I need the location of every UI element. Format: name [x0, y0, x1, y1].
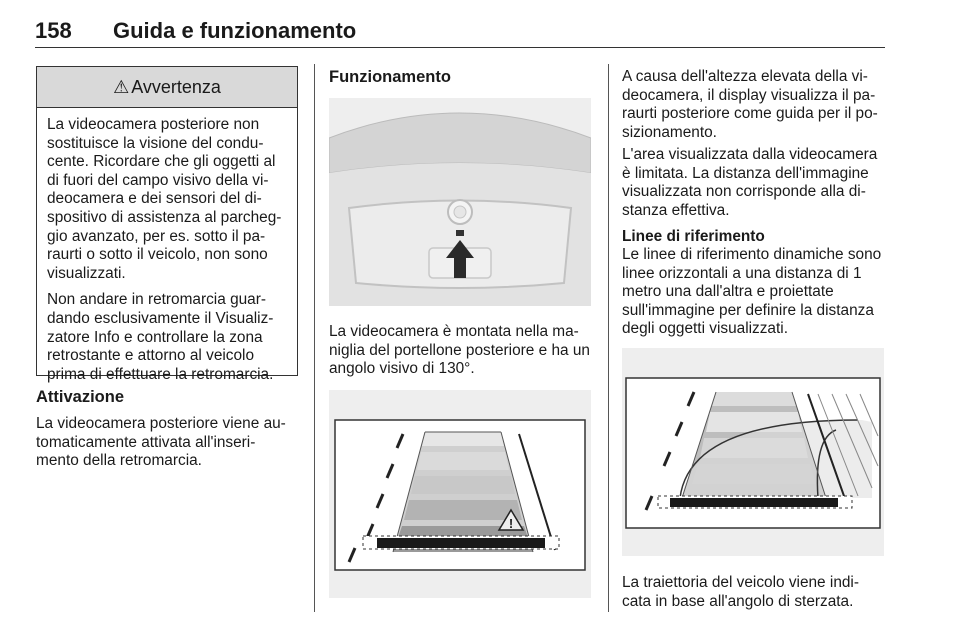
col3-paragraph-2: L'area visualizzata dalla videocamera è limitata. La distanza dell'immagine visualizzata non corrisponde alla di-stanza effettiva. — [622, 146, 878, 219]
warning-paragraph: La videocamera posteriore non sostituisce la visione del condu-cente. Ricordare che gli oggetti al di fuori del campo visivo della vi-deocamera e dei sensori del di-spositivo di assistenza al parcheg-gio avanzato, per es. sotto il pa-raurti o sotto il veicolo, non sono visualizzati. — [47, 116, 282, 282]
warning-header — [37, 67, 297, 108]
page-header — [35, 6, 885, 46]
reference-lines-figure — [622, 348, 884, 556]
column-divider — [608, 64, 609, 612]
section-title-funzionamento: Funzionamento — [329, 68, 451, 86]
svg-text:!: ! — [508, 516, 514, 531]
camera-display-figure — [329, 390, 591, 598]
page-number: 158 — [35, 18, 72, 43]
warning-body — [37, 108, 297, 384]
warning-title: Avvertenza — [131, 76, 221, 97]
linee-riferimento-text: Le linee di riferimento dinamiche sono linee orizzontali a una distanza di 1 metro una dall'altra e proiettate sull'immagine per definire la distanza degli oggetti visualizzati. — [622, 246, 882, 338]
col3-paragraph-1: A causa dell'altezza elevata della vi-deocamera, il display visualizza il pa-raurti posteriore come guida per il po-sizionamento. — [622, 68, 878, 141]
warning-paragraph: Non andare in retromarcia guar-dando esclusivamente il Visualiz-zatore Info e controllare la zona retrostante e attorno al veicolo prima di effettuare la retromarcia. — [47, 291, 274, 383]
column-divider — [314, 64, 315, 612]
camera-location-figure — [329, 98, 591, 306]
header-rule — [35, 47, 885, 48]
attivazione-text: La videocamera posteriore viene au-tomaticamente attivata all'inseri-mento della retromarcia. — [36, 415, 286, 470]
col3-paragraph-4: La traiettoria del veicolo viene indi-cata in base all'angolo di sterzata. — [622, 574, 859, 610]
section-title-linee-riferimento: Linee di riferimento — [622, 228, 765, 245]
warning-triangle-icon: ⚠ — [113, 76, 130, 97]
page-title: Guida e funzionamento — [113, 18, 357, 43]
funzionamento-text: La videocamera è montata nella ma-niglia del portellone posteriore e ha un angolo visivo di 130°. — [329, 323, 590, 378]
warning-box — [36, 66, 298, 383]
section-title-attivazione: Attivazione — [36, 388, 125, 406]
